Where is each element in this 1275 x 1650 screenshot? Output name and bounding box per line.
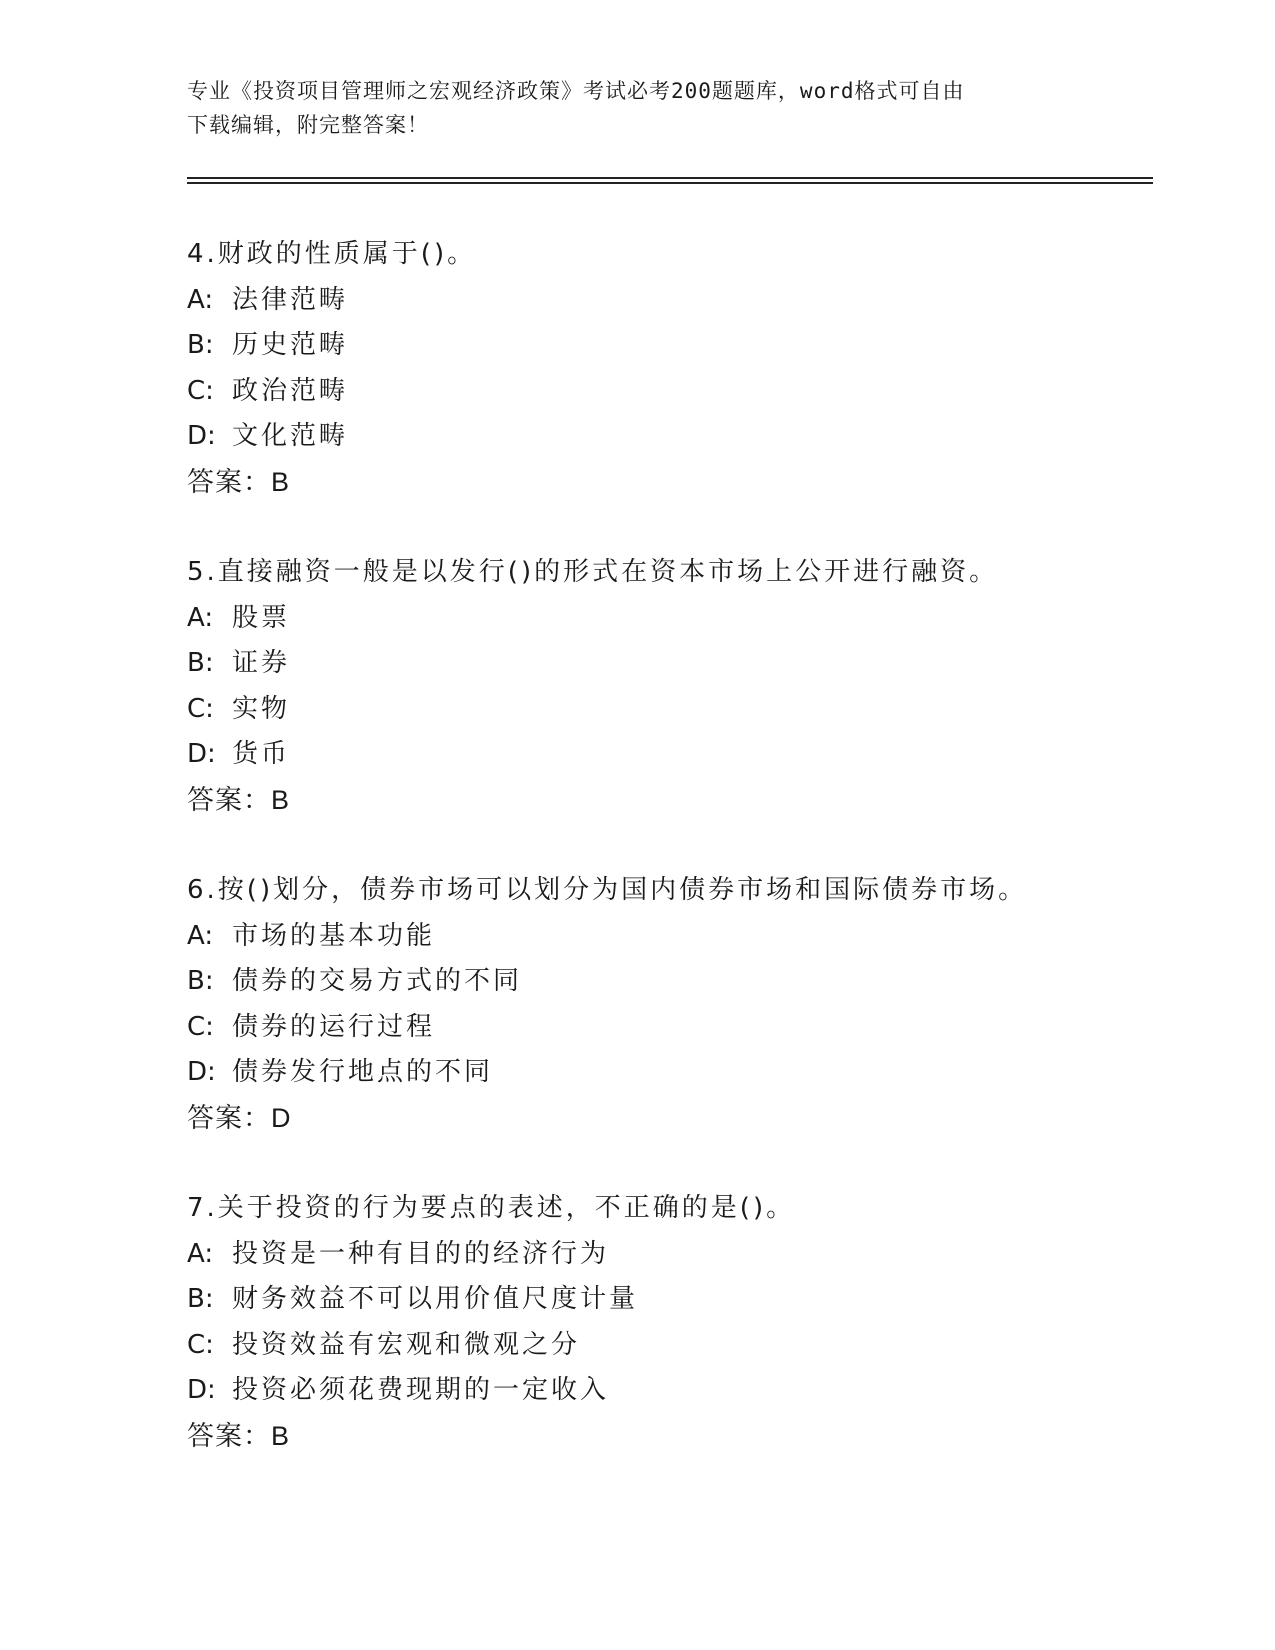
option-key: C: (187, 1011, 214, 1042)
option-text: 投资效益有宏观和微观之分 (232, 1329, 581, 1360)
option-text: 债券发行地点的不同 (232, 1057, 494, 1087)
answer-line: 答案：B (187, 1420, 291, 1451)
option-text: 投资必须花费现期的一定收入 (232, 1375, 610, 1405)
option-b (187, 1277, 1087, 1323)
option-key: B: (187, 966, 214, 996)
option-d (187, 732, 1087, 778)
option-text: 法律范畴 (232, 284, 349, 315)
option-text: 股票 (232, 602, 291, 633)
answer-line: 答案：B (187, 784, 291, 815)
question-stem: 7.关于投资的行为要点的表述，不正确的是()。 (187, 1193, 796, 1223)
option-text: 投资是一种有目的的经济行为 (232, 1238, 610, 1269)
question-block (187, 550, 1087, 823)
header-line-2: 下载编辑，附完整答案！ (187, 113, 429, 137)
option-d (187, 414, 1087, 460)
option-text: 财务效益不可以用价值尺度计量 (232, 1284, 639, 1314)
option-text: 政治范畴 (232, 375, 349, 406)
option-d (187, 1368, 1087, 1414)
option-b (187, 641, 1087, 687)
option-text: 货币 (232, 739, 291, 769)
option-key: A: (187, 284, 214, 315)
option-c (187, 369, 1087, 415)
option-key: D: (187, 1375, 216, 1405)
option-text: 实物 (232, 693, 291, 724)
option-text: 文化范畴 (232, 421, 349, 451)
option-c (187, 1323, 1087, 1369)
option-key: B: (187, 330, 214, 360)
option-a (187, 1232, 1087, 1278)
option-key: D: (187, 1057, 216, 1087)
option-a (187, 914, 1087, 960)
option-b (187, 959, 1087, 1005)
option-text: 证券 (232, 648, 291, 678)
header-divider-top (187, 177, 1153, 179)
option-c (187, 1005, 1087, 1051)
option-text: 市场的基本功能 (232, 920, 436, 951)
header-divider-bottom (187, 182, 1153, 184)
option-text: 历史范畴 (232, 330, 349, 360)
option-key: A: (187, 602, 214, 633)
option-key: A: (187, 1238, 214, 1269)
option-key: C: (187, 693, 214, 724)
header-line-1: 专业《投资项目管理师之宏观经济政策》考试必考200题题库，word格式可自由 (187, 79, 965, 103)
option-key: C: (187, 375, 214, 406)
option-b (187, 323, 1087, 369)
question-stem: 5.直接融资一般是以发行()的形式在资本市场上公开进行融资。 (187, 557, 999, 587)
question-stem: 4.财政的性质属于()。 (187, 239, 477, 269)
option-key: C: (187, 1329, 214, 1360)
answer-line: 答案：B (187, 466, 291, 497)
option-c (187, 687, 1087, 733)
option-key: B: (187, 648, 214, 678)
option-d (187, 1050, 1087, 1096)
answer-line: 答案：D (187, 1102, 292, 1133)
question-stem: 6.按()划分，债券市场可以划分为国内债券市场和国际债券市场。 (187, 875, 1028, 905)
option-key: D: (187, 421, 216, 451)
option-text: 债券的运行过程 (232, 1011, 436, 1042)
question-block (187, 1186, 1087, 1459)
option-key: D: (187, 739, 216, 769)
option-key: A: (187, 920, 214, 951)
option-a (187, 596, 1087, 642)
option-a (187, 278, 1087, 324)
document-header (187, 74, 1067, 142)
question-block (187, 868, 1087, 1141)
option-text: 债券的交易方式的不同 (232, 966, 523, 996)
option-key: B: (187, 1284, 214, 1314)
question-block (187, 232, 1087, 505)
